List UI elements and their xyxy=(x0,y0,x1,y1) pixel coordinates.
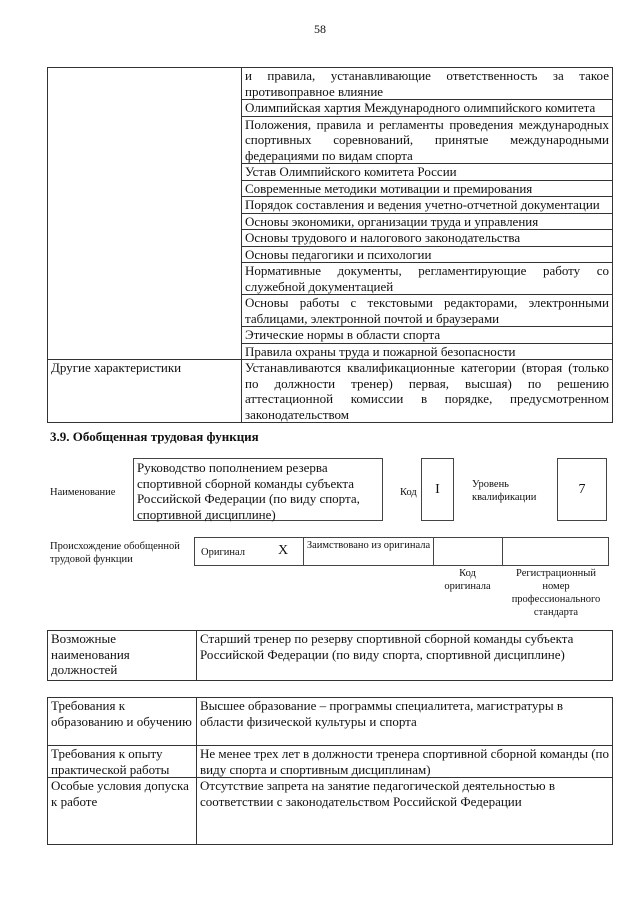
knowledge-item: Положения, правила и регламенты проведения международных спортивных соревнований, принятые международными федерациями по видам спорта xyxy=(242,116,613,164)
origin-table xyxy=(194,537,609,566)
knowledge-table xyxy=(47,67,613,423)
positions-label: Возможные наименования должностей xyxy=(48,631,197,681)
knowledge-item: и правила, устанавливающие ответственность за такое противоправное влияние xyxy=(242,68,613,100)
knowledge-item: Этические нормы в области спорта xyxy=(242,327,613,344)
other-value: Устанавливаются квалификационные категории (вторая (только по должности тренер) первая, высшая) по решению аттестационной комиссии в порядке, предусмотренном законодательством xyxy=(242,360,613,423)
req-value: Отсутствие запрета на занятие педагогической деятельностью в соответствии с законодательством Российской Федерации xyxy=(197,778,613,845)
name-label: Наименование xyxy=(50,487,116,498)
function-name: Руководство пополнением резерва спортивной сборной команды субъекта Российской Федерации (по виду спорта, спортивной дисциплине) xyxy=(133,458,383,521)
origin-label: Происхождение обобщенной трудовой функции xyxy=(50,541,180,565)
knowledge-item: Современные методики мотивации и премирования xyxy=(242,180,613,197)
positions-table xyxy=(47,630,613,681)
req-value: Не менее трех лет в должности тренера спортивной сборной команды (по виду спорта и спортивным дисциплинам) xyxy=(197,746,613,778)
req-label: Особые условия допуска к работе xyxy=(48,778,197,845)
original-text: Оригинал xyxy=(201,547,245,558)
knowledge-item: Нормативные документы, регламентирующие работу со служебной документацией xyxy=(242,263,613,295)
reg-number-cell xyxy=(503,538,608,565)
knowledge-item: Основы экономики, организации труда и управления xyxy=(242,213,613,230)
level-label: Уровень квалификации xyxy=(472,479,537,503)
empty-label-cell xyxy=(48,68,242,360)
reg-caption: Регистрационный номер профессионального стандарта xyxy=(511,568,601,618)
knowledge-item: Порядок составления и ведения учетно-отчетной документации xyxy=(242,197,613,214)
knowledge-item: Олимпийская хартия Международного олимпийского комитета xyxy=(242,100,613,117)
borrowed-cell: Заимствовано из оригинала xyxy=(304,538,434,565)
knowledge-item: Устав Олимпийского комитета России xyxy=(242,164,613,181)
requirements-table xyxy=(47,697,613,845)
knowledge-item: Основы педагогики и психологии xyxy=(242,246,613,263)
positions-value: Старший тренер по резерву спортивной сборной команды субъекта Российской Федерации (по виду спорта, спортивной дисциплине) xyxy=(197,631,613,681)
original-code-cell xyxy=(434,538,503,565)
section-title: 3.9. Обобщенная трудовая функция xyxy=(50,429,259,444)
page-number: 58 xyxy=(314,22,326,36)
original-mark: X xyxy=(278,543,289,558)
other-label: Другие характеристики xyxy=(48,360,242,423)
knowledge-item: Правила охраны труда и пожарной безопасности xyxy=(242,343,613,360)
req-label: Требования к образованию и обучению xyxy=(48,698,197,746)
code-caption: Код оригинала xyxy=(444,568,491,592)
code-label: Код xyxy=(400,487,417,498)
knowledge-item: Основы трудового и налогового законодательства xyxy=(242,230,613,247)
req-value: Высшее образование – программы специалитета, магистратуры в области физической культуры и спорта xyxy=(197,698,613,746)
req-label: Требования к опыту практической работы xyxy=(48,746,197,778)
knowledge-item: Основы работы с текстовыми редакторами, электронными таблицами, электронной почтой и браузерами xyxy=(242,295,613,327)
original-cell xyxy=(195,538,304,565)
function-code: I xyxy=(421,458,454,521)
qualification-level: 7 xyxy=(557,458,607,521)
